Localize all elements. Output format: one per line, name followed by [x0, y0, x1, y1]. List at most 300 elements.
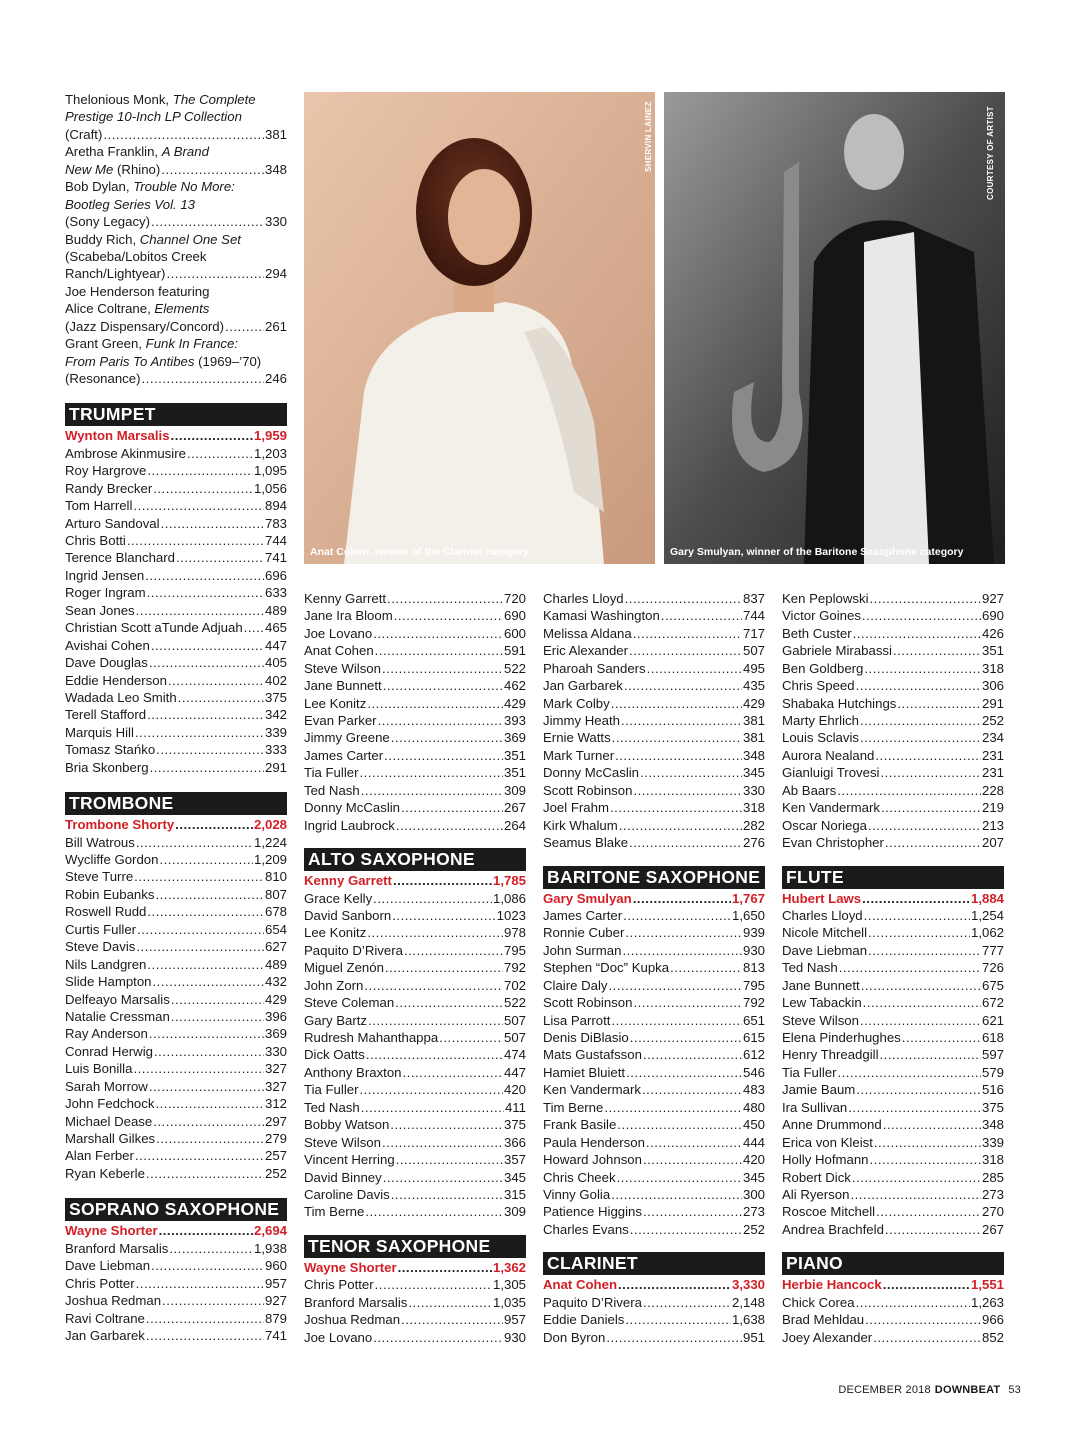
artist-name: Steve Wilson — [782, 1012, 859, 1028]
list-item — [304, 712, 526, 729]
list-item — [65, 1240, 287, 1257]
list-item — [782, 764, 1004, 781]
leader-dots — [856, 677, 981, 694]
vote-count: 1,095 — [253, 463, 287, 479]
list-item — [304, 1116, 526, 1133]
artist-name: Evan Christopher — [782, 835, 884, 851]
vote-count: 252 — [981, 713, 1004, 729]
list-item — [65, 1113, 287, 1130]
section-header: TENOR SAXOPHONE — [304, 1235, 526, 1258]
artist-name: Chris Cheek — [543, 1169, 616, 1185]
leader-dots — [643, 1046, 742, 1063]
leader-dots — [623, 907, 731, 924]
artist-name: Ken Peplowski — [782, 590, 869, 606]
artist-name: Joshua Redman — [65, 1293, 162, 1309]
artist-name: Ravi Coltrane — [65, 1310, 145, 1326]
artist-name: Joshua Redman — [304, 1312, 401, 1328]
album-list — [65, 91, 287, 387]
trumpet-section — [65, 403, 287, 776]
list-item — [65, 1148, 287, 1165]
artist-name: Hubert Laws — [782, 890, 862, 906]
artist-name: Howard Johnson — [543, 1152, 642, 1168]
vote-count: 495 — [742, 660, 765, 676]
artist-name: Frank Basile — [543, 1117, 617, 1133]
artist-name: Grace Kelly — [304, 890, 373, 906]
leader-dots — [852, 1169, 981, 1186]
list-item — [65, 1310, 287, 1327]
artist-name: Paula Henderson — [543, 1134, 645, 1150]
winner-row — [782, 890, 1004, 907]
artist-name: Steve Coleman — [304, 995, 395, 1011]
album-text-line — [65, 248, 287, 265]
leader-dots — [612, 729, 742, 746]
leader-dots — [633, 625, 742, 642]
artist-name: Robin Eubanks — [65, 886, 155, 902]
leader-dots — [384, 747, 503, 764]
ranking-list — [782, 890, 1004, 1239]
leader-dots — [401, 1311, 503, 1328]
album-title: Channel One Set — [139, 231, 241, 247]
list-item — [304, 730, 526, 747]
album-text-line — [65, 143, 287, 160]
list-item — [65, 1008, 287, 1025]
leader-dots — [611, 695, 742, 712]
list-item — [543, 942, 765, 959]
list-item — [543, 817, 765, 834]
leader-dots — [175, 816, 253, 833]
artist-name: John Zorn — [304, 977, 364, 993]
vote-count: 741 — [264, 1327, 287, 1343]
vote-count: 3,330 — [731, 1277, 765, 1293]
artist-name: Pharoah Sanders — [543, 660, 646, 676]
vote-count: 1,224 — [253, 834, 287, 850]
ranking-list — [304, 1259, 526, 1346]
list-item — [65, 759, 287, 776]
list-item — [65, 886, 287, 903]
artist-name: Roscoe Mitchell — [782, 1204, 876, 1220]
vote-count: 429 — [503, 695, 526, 711]
artist-name: Chris Speed — [782, 678, 855, 694]
leader-dots — [868, 817, 981, 834]
vote-count: 795 — [742, 977, 765, 993]
leader-dots — [880, 1046, 981, 1063]
section-header: CLARINET — [543, 1252, 765, 1275]
list-item — [304, 907, 526, 924]
list-item — [543, 959, 765, 976]
leader-dots — [156, 741, 264, 758]
vote-count: 261 — [264, 318, 287, 334]
leader-dots — [881, 799, 981, 816]
list-item — [782, 590, 1004, 607]
list-item — [782, 625, 1004, 642]
list-item — [782, 1029, 1004, 1046]
vote-count: 522 — [503, 995, 526, 1011]
list-item — [782, 695, 1004, 712]
list-item — [782, 924, 1004, 941]
artist-name: Lee Konitz — [304, 695, 367, 711]
leader-dots — [146, 1310, 264, 1327]
album-label-text: (Craft) — [65, 126, 103, 142]
list-item — [782, 1311, 1004, 1328]
artist-name: Joel Frahm — [543, 800, 609, 816]
list-item — [65, 903, 287, 920]
list-item — [304, 1134, 526, 1151]
artist-name: Jane Bunnett — [782, 977, 860, 993]
vote-count: 381 — [742, 713, 765, 729]
leader-dots — [168, 672, 264, 689]
vote-count: 957 — [264, 1275, 287, 1291]
list-item — [304, 1099, 526, 1116]
vote-count: 654 — [264, 921, 287, 937]
list-item — [782, 977, 1004, 994]
list-item — [543, 1047, 765, 1064]
vote-count: 678 — [264, 904, 287, 920]
artist-name: Paquito D’Rivera — [304, 942, 403, 958]
artist-name: Kamasi Washington — [543, 608, 660, 624]
artist-name: Branford Marsalis — [304, 1294, 408, 1310]
leader-dots — [159, 1222, 253, 1239]
vote-count: 309 — [503, 1204, 526, 1220]
album-label — [65, 126, 102, 143]
artist-name: Roy Hargrove — [65, 463, 147, 479]
piano-section — [782, 1252, 1004, 1346]
leader-dots — [153, 480, 253, 497]
album-text-line — [65, 231, 287, 248]
artist-name: Slide Hampton — [65, 974, 152, 990]
list-item — [65, 1292, 287, 1309]
vote-count: 282 — [742, 817, 765, 833]
vote-count: 273 — [981, 1186, 1004, 1202]
list-item — [543, 799, 765, 816]
artist-name: Ben Goldberg — [782, 660, 864, 676]
album-label-text: (Jazz Dispensary/Concord) — [65, 318, 225, 334]
artist-name: Sarah Morrow — [65, 1078, 148, 1094]
vote-count: 957 — [503, 1312, 526, 1328]
leader-dots — [161, 515, 264, 532]
portrait-image — [304, 92, 655, 564]
leader-dots — [378, 712, 503, 729]
vote-count: 213 — [981, 817, 1004, 833]
leader-dots — [861, 977, 981, 994]
vote-count: 465 — [264, 620, 287, 636]
list-item — [304, 607, 526, 624]
artist-name: Randy Brecker — [65, 480, 153, 496]
list-item — [304, 1203, 526, 1220]
list-item — [782, 782, 1004, 799]
vote-count: 252 — [264, 1165, 287, 1181]
vote-count: 348 — [742, 747, 765, 763]
vote-count: 1,785 — [492, 873, 526, 889]
leader-dots — [136, 602, 264, 619]
artist-name: Marty Ehrlich — [782, 713, 859, 729]
vote-count: 894 — [264, 498, 287, 514]
column-2 — [304, 590, 526, 1346]
vote-count: 345 — [742, 1169, 765, 1185]
album-label-text: (Resonance) — [65, 370, 141, 386]
soprano-section — [65, 1198, 287, 1344]
leader-dots — [244, 619, 264, 636]
column-4 — [782, 590, 1004, 1346]
artist-name: Scott Robinson — [543, 995, 633, 1011]
leader-dots — [171, 1008, 264, 1025]
list-item — [782, 1203, 1004, 1220]
leader-dots — [624, 677, 742, 694]
vote-count: 462 — [503, 678, 526, 694]
artist-name: Branford Marsalis — [65, 1240, 169, 1256]
list-item — [782, 817, 1004, 834]
artist-name: Mark Turner — [543, 747, 615, 763]
leader-dots — [404, 942, 503, 959]
vote-count: 366 — [503, 1134, 526, 1150]
leader-dots — [897, 695, 981, 712]
leader-dots — [868, 942, 981, 959]
list-item — [543, 1294, 765, 1311]
artist-name: Donny McCaslin — [543, 765, 640, 781]
leader-dots — [146, 1327, 264, 1344]
list-item — [782, 907, 1004, 924]
artist-name: Chris Potter — [65, 1275, 135, 1291]
list-item — [543, 764, 765, 781]
list-item — [304, 1081, 526, 1098]
winner-row — [65, 816, 287, 833]
vote-count: 447 — [264, 637, 287, 653]
leader-dots — [633, 782, 742, 799]
artist-name: Patience Higgins — [543, 1204, 642, 1220]
artist-name: Charles Evans — [543, 1221, 629, 1237]
leader-dots — [359, 1081, 503, 1098]
leader-dots — [151, 213, 264, 230]
artist-name: Bill Watrous — [65, 834, 135, 850]
leader-dots — [176, 549, 264, 566]
album-artist: Bob Dylan, — [65, 179, 134, 195]
vote-count: 1,362 — [492, 1259, 526, 1275]
list-item — [304, 1186, 526, 1203]
leader-dots — [902, 1029, 981, 1046]
leader-dots — [225, 318, 264, 335]
list-item — [543, 994, 765, 1011]
vote-count: 1,035 — [492, 1294, 526, 1310]
gary-smulyan-photo — [664, 92, 1005, 564]
leader-dots — [149, 1078, 264, 1095]
leader-dots — [647, 660, 742, 677]
album-detail: (1969–’70) — [194, 353, 262, 369]
leader-dots — [396, 1151, 503, 1168]
artist-name: Bria Skonberg — [65, 759, 149, 775]
magazine-name: DOWNBEAT — [934, 1384, 1001, 1396]
artist-name: Ali Ryerson — [782, 1186, 850, 1202]
list-item — [65, 672, 287, 689]
leader-dots — [142, 370, 264, 387]
trombone-section — [65, 792, 287, 1182]
list-item — [65, 724, 287, 741]
section-header: TROMBONE — [65, 792, 287, 815]
vote-count: 357 — [503, 1152, 526, 1168]
vote-count: 1,884 — [970, 890, 1004, 906]
list-item — [543, 1151, 765, 1168]
vote-count: 507 — [503, 1012, 526, 1028]
artist-name: Curtis Fuller — [65, 921, 137, 937]
section-header: FLUTE — [782, 866, 1004, 889]
leader-dots — [147, 903, 264, 920]
list-item — [65, 1257, 287, 1274]
list-item — [543, 1099, 765, 1116]
leader-dots — [401, 799, 503, 816]
section-header: PIANO — [782, 1252, 1004, 1275]
artist-name: Scott Robinson — [543, 782, 633, 798]
album-artist: Buddy Rich, — [65, 231, 140, 247]
vote-count: 444 — [742, 1134, 765, 1150]
leader-dots — [873, 1329, 981, 1346]
album-artist: Grant Green, — [65, 336, 146, 352]
vote-count: 342 — [264, 707, 287, 723]
vote-count: 351 — [503, 747, 526, 763]
leader-dots — [626, 1064, 742, 1081]
leader-dots — [161, 161, 264, 178]
vote-count: 2,148 — [731, 1294, 765, 1310]
list-item — [65, 445, 287, 462]
leader-dots — [151, 637, 264, 654]
vote-count: 726 — [981, 960, 1004, 976]
leader-dots — [156, 1130, 264, 1147]
vote-count: 1,062 — [970, 925, 1004, 941]
artist-name: Kenny Garrett — [304, 873, 392, 889]
artist-name: Henry Threadgill — [782, 1047, 879, 1063]
leader-dots — [382, 660, 503, 677]
vote-count: 309 — [503, 782, 526, 798]
artist-name: Don Byron — [543, 1329, 606, 1345]
leader-dots — [860, 1012, 981, 1029]
vote-count: 420 — [742, 1152, 765, 1168]
leader-dots — [862, 890, 970, 907]
artist-name: Dave Liebman — [65, 1258, 151, 1274]
vote-count: 807 — [264, 886, 287, 902]
artist-name: John Fedchock — [65, 1096, 155, 1112]
artist-name: Trombone Shorty — [65, 817, 175, 833]
vote-count: 978 — [503, 925, 526, 941]
leader-dots — [870, 590, 981, 607]
album-text-line — [65, 300, 287, 317]
list-item — [65, 1327, 287, 1344]
leader-dots — [395, 994, 503, 1011]
artist-name: Jane Bunnett — [304, 678, 382, 694]
album-title: Funk In France: — [145, 336, 238, 352]
vote-count: 489 — [264, 602, 287, 618]
ranking-list — [782, 1276, 1004, 1346]
vote-count: 450 — [742, 1117, 765, 1133]
list-item — [65, 480, 287, 497]
winner-row — [304, 1259, 526, 1276]
artist-name: Charles Lloyd — [782, 907, 863, 923]
leader-dots — [155, 1095, 264, 1112]
leader-dots — [643, 1203, 742, 1220]
artist-name: Miguel Zenón — [304, 960, 384, 976]
leader-dots — [366, 1046, 503, 1063]
vote-count: 345 — [742, 765, 765, 781]
leader-dots — [153, 1113, 264, 1130]
leader-dots — [874, 1134, 981, 1151]
leader-dots — [154, 1043, 264, 1060]
issue-date: DECEMBER 2018 — [838, 1384, 931, 1396]
list-item — [65, 706, 287, 723]
vote-count: 375 — [981, 1099, 1004, 1115]
list-item — [543, 1186, 765, 1203]
tenor-section — [304, 1235, 526, 1346]
leader-dots — [361, 782, 503, 799]
list-item — [304, 890, 526, 907]
vote-count: 306 — [981, 678, 1004, 694]
list-item — [782, 1186, 1004, 1203]
artist-name: Ambrose Akinmusire — [65, 445, 186, 461]
vote-count: 600 — [503, 625, 526, 641]
leader-dots — [850, 1186, 981, 1203]
artist-name: Ronnie Cuber — [543, 925, 625, 941]
list-item — [782, 1012, 1004, 1029]
leader-dots — [633, 994, 742, 1011]
vote-count: 1,254 — [970, 907, 1004, 923]
leader-dots — [640, 764, 742, 781]
artist-name: Aurora Nealand — [782, 747, 875, 763]
artist-name: Sean Jones — [65, 602, 135, 618]
artist-name: Dave Liebman — [782, 942, 868, 958]
vote-count: 270 — [981, 1204, 1004, 1220]
vote-count: 489 — [264, 956, 287, 972]
list-item — [782, 712, 1004, 729]
list-item — [304, 799, 526, 816]
vote-count: 207 — [981, 835, 1004, 851]
album-title: A Brand — [161, 144, 209, 160]
artist-name: Jimmy Greene — [304, 730, 390, 746]
leader-dots — [149, 1025, 264, 1042]
list-item — [65, 956, 287, 973]
leader-dots — [661, 607, 742, 624]
artist-name: Steve Turre — [65, 869, 134, 885]
list-item — [782, 942, 1004, 959]
vote-count: 1,056 — [253, 480, 287, 496]
leader-dots — [839, 959, 981, 976]
list-item — [304, 677, 526, 694]
artist-name: Victor Goines — [782, 608, 861, 624]
album-title: Trouble No More: — [133, 179, 235, 195]
vote-count: 219 — [981, 800, 1004, 816]
list-item — [304, 977, 526, 994]
vote-count: 318 — [981, 660, 1004, 676]
vote-count: 2,028 — [253, 817, 287, 833]
vote-count: 651 — [742, 1012, 765, 1028]
artist-name: Mark Colby — [543, 695, 610, 711]
list-item — [65, 654, 287, 671]
vote-count: 246 — [264, 370, 287, 386]
artist-name: Claire Daly — [543, 977, 608, 993]
artist-name: Lisa Parrott — [543, 1012, 611, 1028]
leader-dots — [643, 1151, 742, 1168]
vote-count: 291 — [981, 695, 1004, 711]
vote-count: 690 — [981, 608, 1004, 624]
leader-dots — [150, 759, 264, 776]
vote-count: 2,694 — [253, 1223, 287, 1239]
list-item — [543, 924, 765, 941]
vote-count: 396 — [264, 1008, 287, 1024]
vote-count: 792 — [503, 960, 526, 976]
list-item — [543, 1134, 765, 1151]
leader-dots — [361, 1099, 504, 1116]
album-title: From Paris To Antibes — [65, 353, 195, 369]
artist-name: Charles Lloyd — [543, 590, 624, 606]
vote-count: 267 — [981, 1221, 1004, 1237]
artist-name: Oscar Noriega — [782, 817, 868, 833]
vote-count: 1,086 — [492, 890, 526, 906]
list-item — [65, 851, 287, 868]
list-item — [543, 977, 765, 994]
